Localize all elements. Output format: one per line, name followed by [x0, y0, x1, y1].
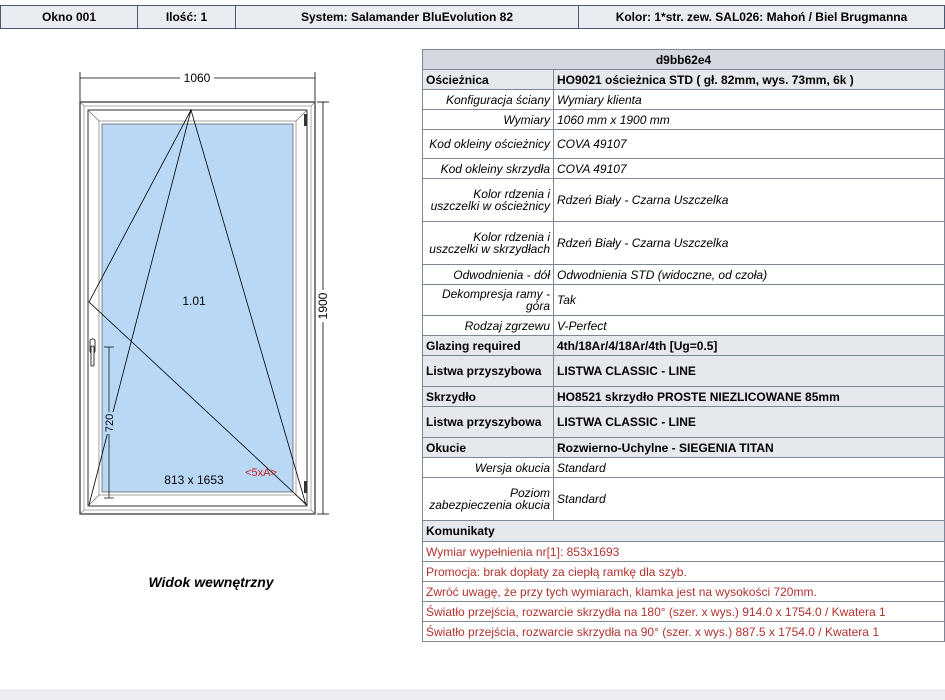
message-text: Promocja: brak dopłaty za ciepłą ramkę dla szyb.	[423, 562, 945, 582]
spec-key: Listwa przyszybowa	[423, 407, 554, 438]
message-row	[423, 582, 945, 602]
spec-section-row	[423, 387, 945, 407]
footer-band	[0, 689, 945, 700]
message-text: Wymiar wypełnienia nr[1]: 853x1693	[423, 542, 945, 562]
glass-code-label: <5xA>	[245, 467, 277, 479]
spec-value: Rdzeń Biały - Czarna Uszczelka	[554, 179, 945, 222]
spec-table	[422, 49, 945, 642]
spec-value: COVA 49107	[554, 130, 945, 159]
spec-value: Standard	[554, 478, 945, 521]
color-info: Kolor: 1*str. zew. SAL026: Mahoń / Biel Brugmanna	[615, 10, 908, 24]
top-hinge	[304, 114, 307, 126]
spec-section-row	[423, 438, 945, 458]
spec-title-row	[423, 50, 945, 70]
spec-value: 1060 mm x 1900 mm	[554, 110, 945, 130]
spec-key: Glazing required	[423, 336, 554, 356]
glass-size-label: 813 x 1653	[164, 473, 224, 487]
messages-title: Komunikaty	[423, 521, 945, 542]
spec-value: HO8521 skrzydło PROSTE NIEZLICOWANE 85mm	[554, 387, 945, 407]
spec-value: Odwodnienia STD (widoczne, od czoła)	[554, 265, 945, 285]
width-label: 1060	[183, 71, 211, 85]
spec-section-row	[423, 356, 945, 387]
spec-key: Kod okleiny skrzydła	[423, 159, 554, 179]
spec-value: 4th/18Ar/4/18Ar/4th [Ug=0.5]	[554, 336, 945, 356]
message-row	[423, 562, 945, 582]
sash-label: 1.01	[182, 294, 206, 308]
spec-key: Skrzydło	[423, 387, 554, 407]
message-rows	[423, 542, 945, 642]
spec-key: Kod okleiny ościeżnicy	[423, 130, 554, 159]
message-text: Światło przejścia, rozwarcie skrzydła na 90° (szer. x wys.) 887.5 x 1754.0 / Kwatera 1	[423, 622, 945, 642]
spec-key: Dekompresja ramy - góra	[423, 285, 554, 316]
bottom-hinge	[304, 481, 307, 493]
handle-height-label: 720	[104, 413, 116, 433]
spec-row	[423, 265, 945, 285]
spec-value: Tak	[554, 285, 945, 316]
spec-value: V-Perfect	[554, 316, 945, 336]
spec-row	[423, 316, 945, 336]
spec-key: Rodzaj zgrzewu	[423, 316, 554, 336]
header-bar	[0, 5, 945, 29]
glass-pane	[102, 124, 293, 492]
message-row	[423, 602, 945, 622]
spec-key: Wymiary	[423, 110, 554, 130]
spec-key: Kolor rdzenia i uszczelki w skrzydłach	[423, 222, 554, 265]
spec-row	[423, 159, 945, 179]
spec-value: LISTWA CLASSIC - LINE	[554, 356, 945, 387]
spec-rows	[423, 70, 945, 521]
spec-section-row	[423, 70, 945, 90]
window-number: Okno 001	[1, 6, 138, 28]
message-row	[423, 622, 945, 642]
messages-header-row	[423, 521, 945, 542]
handle-icon	[90, 339, 95, 366]
spec-value: Rozwierno-Uchylne - SIEGENIA TITAN	[554, 438, 945, 458]
spec-value: Rdzeń Biały - Czarna Uszczelka	[554, 222, 945, 265]
spec-key: Ościeżnica	[423, 70, 554, 90]
spec-value: Standard	[554, 458, 945, 478]
message-text: Zwróć uwagę, że przy tych wymiarach, klamka jest na wysokości 720mm.	[423, 582, 945, 602]
spec-section-row	[423, 407, 945, 438]
spec-row	[423, 458, 945, 478]
quantity: Ilość: 1	[138, 6, 236, 28]
message-row	[423, 542, 945, 562]
spec-key: Okucie	[423, 438, 554, 458]
spec-value: HO9021 ościeżnica STD ( gł. 82mm, wys. 73mm, 6k )	[554, 70, 945, 90]
spec-row	[423, 90, 945, 110]
spec-key: Kolor rdzenia i uszczelki w ościeżnicy	[423, 179, 554, 222]
spec-row	[423, 222, 945, 265]
spec-value: COVA 49107	[554, 159, 945, 179]
view-caption: Widok wewnętrzny	[148, 574, 274, 590]
spec-value: LISTWA CLASSIC - LINE	[554, 407, 945, 438]
message-text: Światło przejścia, rozwarcie skrzydła na 180° (szer. x wys.) 914.0 x 1754.0 / Kwatera 1	[423, 602, 945, 622]
height-label: 1900	[316, 292, 330, 320]
spec-value: Wymiary klienta	[554, 90, 945, 110]
spec-key: Odwodnienia - dół	[423, 265, 554, 285]
spec-key: Poziom zabezpieczenia okucia	[423, 478, 554, 521]
spec-section-row	[423, 336, 945, 356]
spec-key: Konfiguracja ściany	[423, 90, 554, 110]
window-drawing	[0, 40, 420, 600]
spec-row	[423, 179, 945, 222]
spec-row	[423, 110, 945, 130]
spec-key: Listwa przyszybowa	[423, 356, 554, 387]
spec-key: Wersja okucia	[423, 458, 554, 478]
spec-row	[423, 285, 945, 316]
spec-title: d9bb62e4	[423, 50, 945, 70]
spec-row	[423, 478, 945, 521]
spec-row	[423, 130, 945, 159]
system-name: System: Salamander BluEvolution 82	[236, 6, 579, 28]
